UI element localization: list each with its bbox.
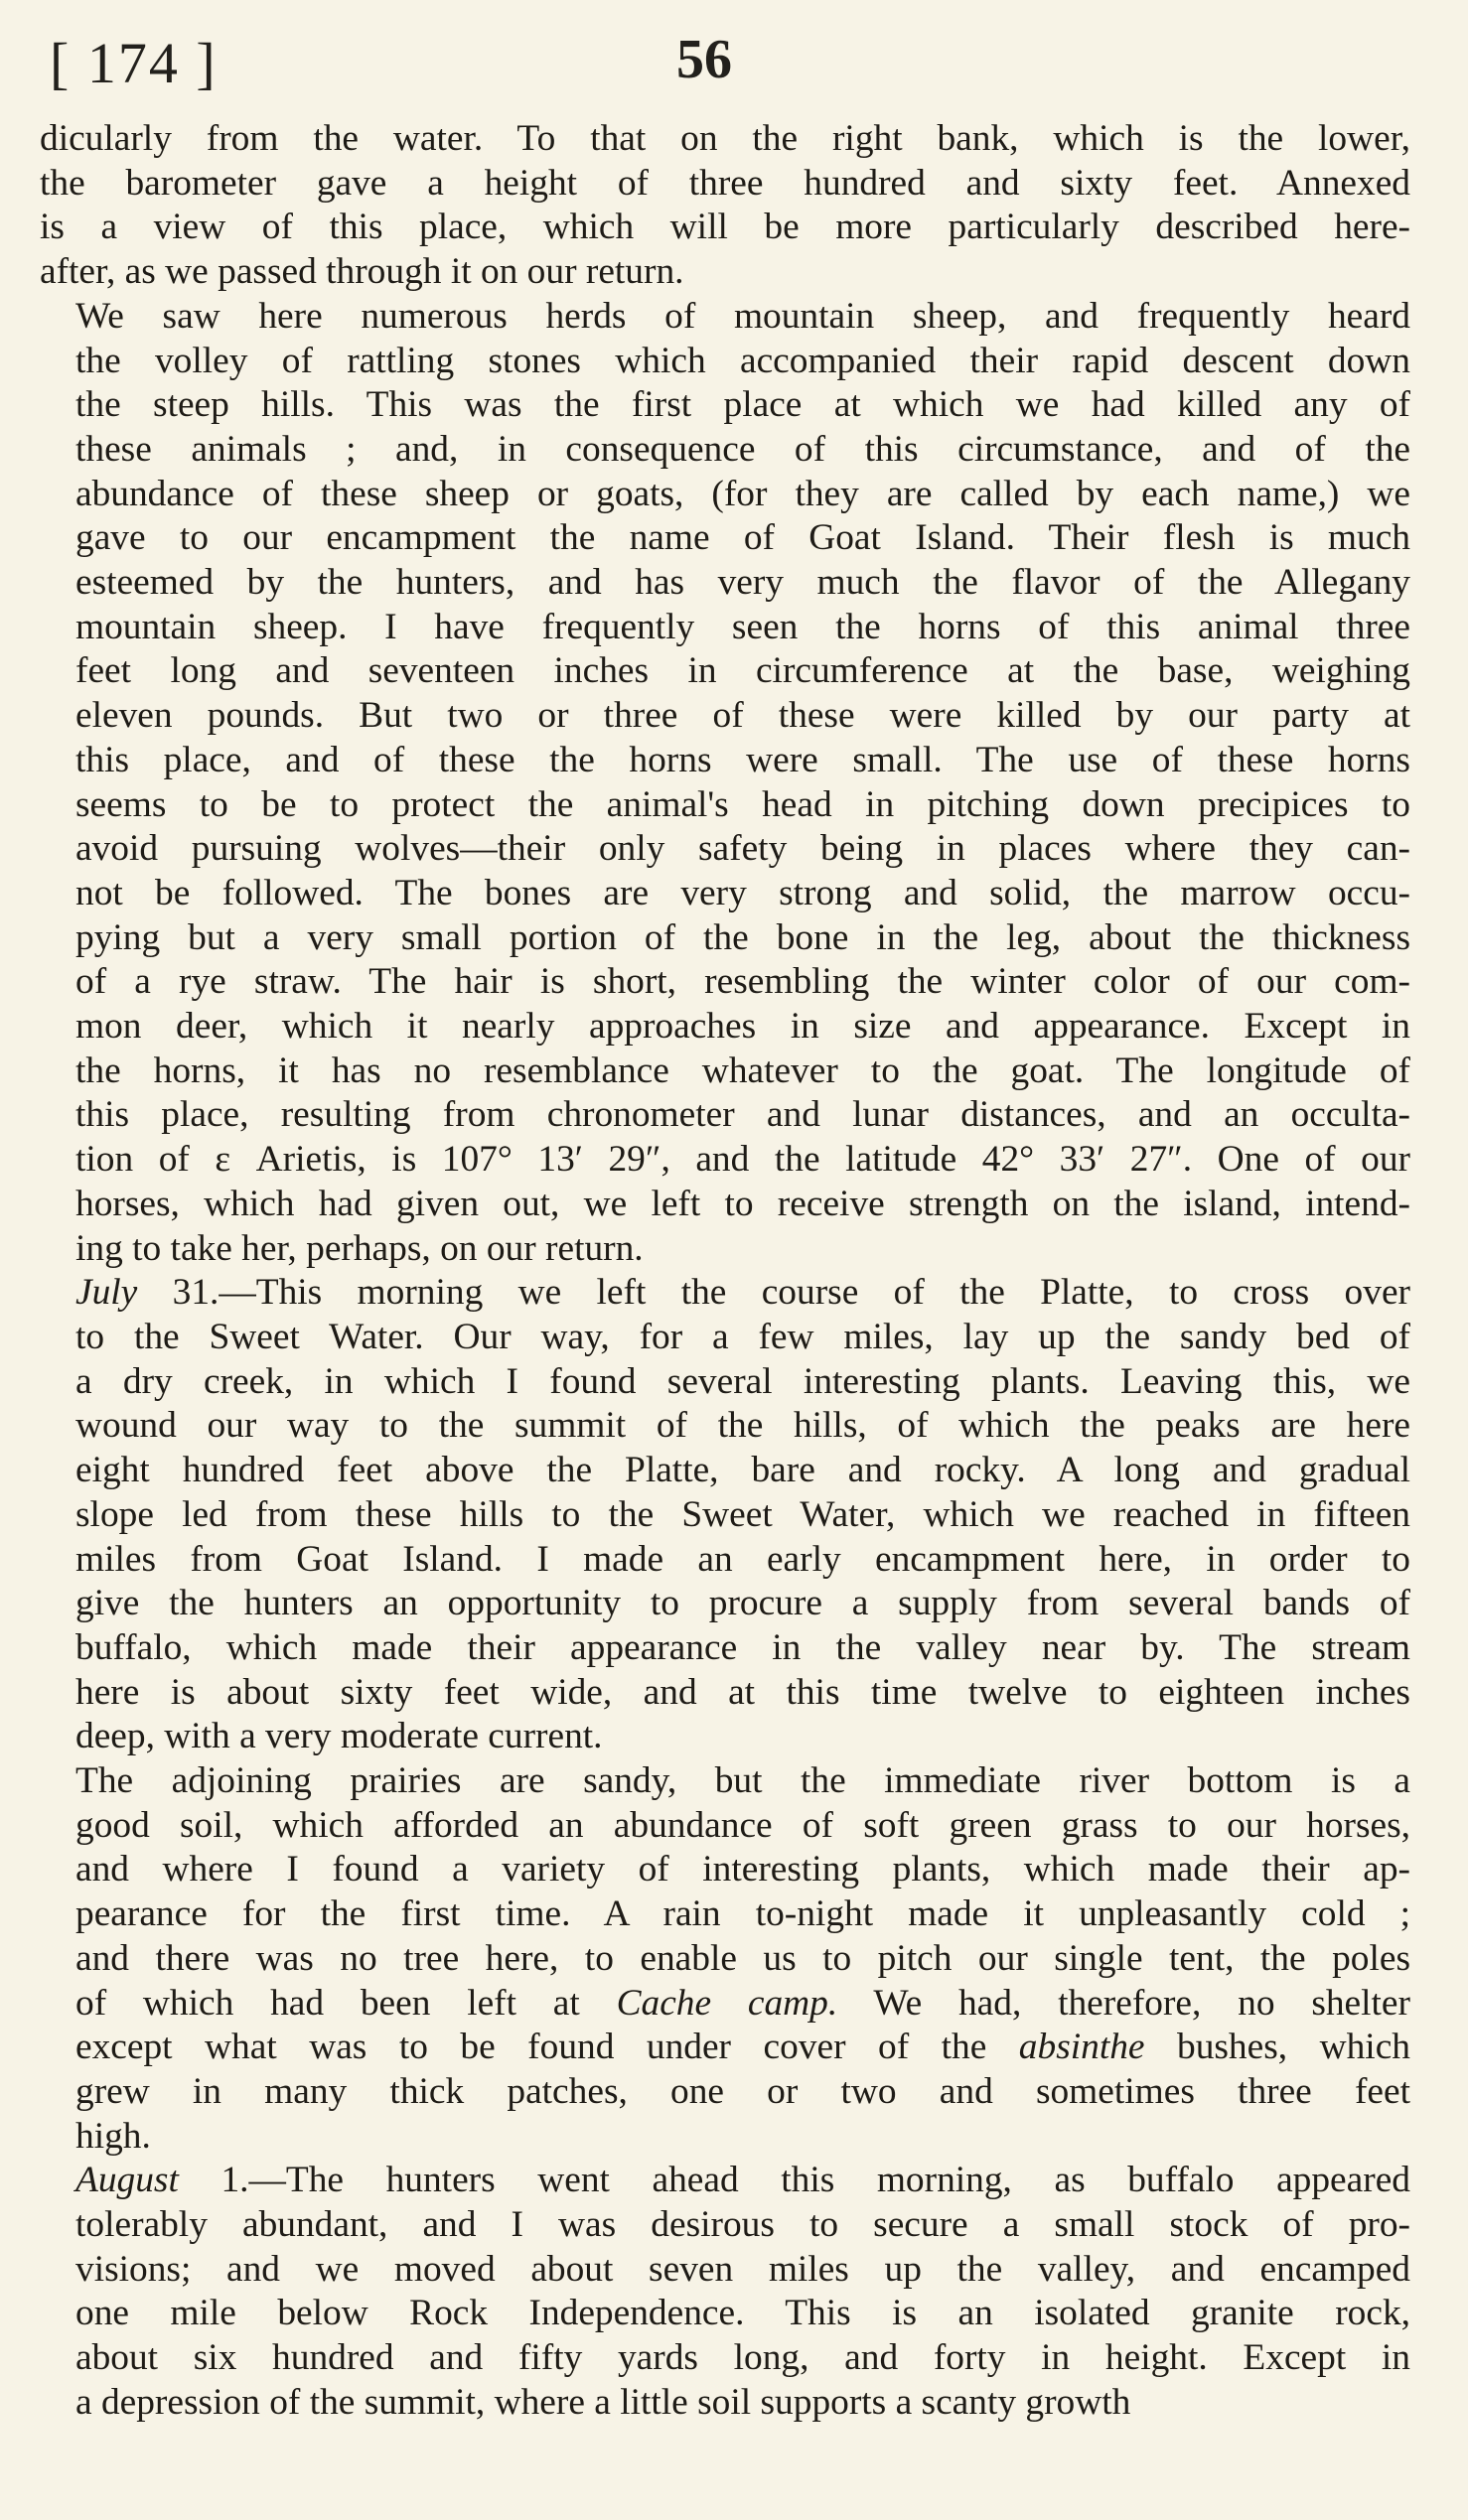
text-line: wound our way to the summit of the hills, of which the peaks are here — [75, 1405, 1410, 1447]
text-line: tion of ε Arietis, is 107° 13′ 29″, and the latitude 42° 33′ 27″. One of our — [75, 1139, 1410, 1181]
text-line: July 31.—This morning we left the course of the Platte, to cross over — [75, 1272, 1410, 1314]
text-line: feet long and seventeen inches in circumference at the base, weighing — [75, 650, 1410, 692]
page-header — [40, 22, 1428, 101]
italic-phrase: absinthe — [1018, 2027, 1145, 2068]
text-line: mon deer, which it nearly approaches in size and appearance. Except in — [75, 1006, 1410, 1048]
text-line: tolerably abundant, and I was desirous to secure a small stock of pro- — [75, 2204, 1410, 2246]
text-line: visions; and we moved about seven miles up the valley, and encamped — [75, 2248, 1410, 2290]
text-line: esteemed by the hunters, and has very much the flavor of the Allegany — [75, 562, 1410, 604]
text-line: high. — [75, 2115, 151, 2157]
text-line: abundance of these sheep or goats, (for they are called by each name,) we — [75, 473, 1410, 514]
text-line: gave to our encampment the name of Goat Island. Their flesh is much — [75, 517, 1410, 559]
text-line: the steep hills. This was the first place at which we had killed any of — [75, 384, 1410, 426]
text-line: eight hundred feet above the Platte, bare and rocky. A long and gradual — [75, 1450, 1410, 1491]
text-line: pying but a very small portion of the bone in the leg, about the thickness — [75, 916, 1410, 958]
text-line: give the hunters an opportunity to procure a supply from several bands of — [75, 1583, 1410, 1624]
text-line: this place, resulting from chronometer and lunar distances, and an occulta- — [75, 1094, 1410, 1136]
text-line: miles from Goat Island. I made an early encampment here, in order to — [75, 1538, 1410, 1580]
text-line: the barometer gave a height of three hundred and sixty feet. Annexed — [40, 162, 1410, 204]
text-line: August 1.—The hunters went ahead this morning, as buffalo appeared — [75, 2160, 1410, 2201]
paragraph — [40, 1271, 1410, 1759]
text-line: deep, with a very moderate current. — [75, 1716, 603, 1757]
text-line: about six hundred and fifty yards long, and forty in height. Except in — [75, 2337, 1410, 2379]
text-line: slope led from these hills to the Sweet Water, which we reached in fifteen — [75, 1493, 1410, 1535]
paragraph — [40, 295, 1410, 1271]
text-line: dicularly from the water. To that on the right bank, which is the lower, — [40, 118, 1410, 159]
text-line: seems to be to protect the animal's head in pitching down precipices to — [75, 783, 1410, 825]
text-line: horses, which had given out, we left to receive strength on the island, intend- — [75, 1183, 1410, 1224]
page-number: 56 — [676, 29, 732, 90]
text-line: good soil, which afforded an abundance of soft green grass to our horses, — [75, 1804, 1410, 1846]
text-line: here is about sixty feet wide, and at this time twelve to eighteen inches — [75, 1671, 1410, 1713]
italic-phrase: Cache camp. — [616, 1982, 838, 2024]
date-lead: August — [75, 2160, 179, 2201]
text-line: is a view of this place, which will be more particularly described here- — [40, 207, 1410, 248]
date-lead: July — [75, 1272, 138, 1314]
text-line: buffalo, which made their appearance in the valley near by. The stream — [75, 1626, 1410, 1668]
text-line: We saw here numerous herds of mountain sheep, and frequently heard — [75, 295, 1410, 337]
text-line: ing to take her, perhaps, on our return. — [75, 1227, 644, 1269]
text-line: of a rye straw. The hair is short, resembling the winter color of our com- — [75, 961, 1410, 1003]
text-line: and there was no tree here, to enable us to pitch our single tent, the poles — [75, 1937, 1410, 1979]
text-line: of which had been left at Cache camp. We had, therefore, no shelter — [75, 1982, 1410, 2024]
document-number-label: [ 174 ] — [50, 31, 218, 95]
paragraph — [40, 2159, 1410, 2425]
text-line: one mile below Rock Independence. This is an isolated granite rock, — [75, 2293, 1410, 2334]
text-line: these animals ; and, in consequence of this circumstance, and of the — [75, 428, 1410, 470]
text-line: this place, and of these the horns were small. The use of these horns — [75, 739, 1410, 780]
text-line: not be followed. The bones are very strong and solid, the marrow occu- — [75, 872, 1410, 913]
paragraph — [40, 1759, 1410, 2159]
text-line: mountain sheep. I have frequently seen the horns of this animal three — [75, 606, 1410, 647]
body-text — [40, 117, 1410, 2426]
text-line: the volley of rattling stones which accompanied their rapid descent down — [75, 340, 1410, 381]
text-line: the horns, it has no resemblance whatever to the goat. The longitude of — [75, 1050, 1410, 1091]
text-line: eleven pounds. But two or three of these were killed by our party at — [75, 695, 1410, 737]
text-line: a dry creek, in which I found several interesting plants. Leaving this, we — [75, 1360, 1410, 1402]
text-line: grew in many thick patches, one or two and sometimes three feet — [75, 2070, 1410, 2112]
text-line: pearance for the first time. A rain to-night made it unpleasantly cold ; — [75, 1893, 1410, 1935]
text-line: and where I found a variety of interesting plants, which made their ap- — [75, 1849, 1410, 1890]
text-line: after, as we passed through it on our return. — [40, 251, 684, 293]
text-line: avoid pursuing wolves—their only safety being in places where they can- — [75, 828, 1410, 870]
text-line: The adjoining prairies are sandy, but the immediate river bottom is a — [75, 1760, 1410, 1802]
text-line: except what was to be found under cover of the absinthe bushes, which — [75, 2027, 1410, 2068]
text-line: a depression of the summit, where a little soil supports a scanty growth — [75, 2381, 1131, 2423]
text-line: to the Sweet Water. Our way, for a few miles, lay up the sandy bed of — [75, 1316, 1410, 1357]
paragraph — [40, 117, 1410, 295]
